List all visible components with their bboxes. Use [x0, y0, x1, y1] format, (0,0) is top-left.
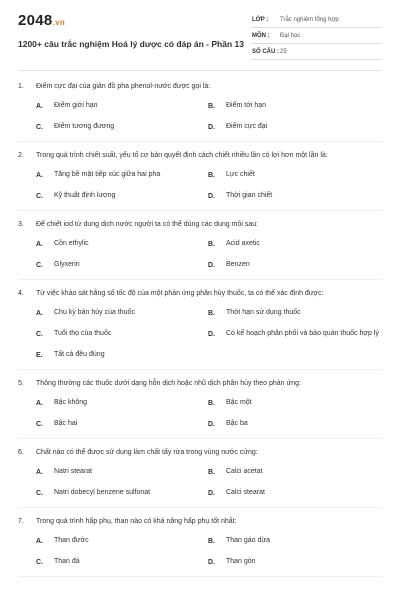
question-item: [18, 516, 382, 577]
answer-option[interactable]: [208, 487, 380, 499]
answer-option[interactable]: [36, 556, 208, 568]
option-letter: C.: [36, 123, 43, 131]
option-letter: D.: [208, 489, 215, 497]
answer-option[interactable]: [208, 259, 380, 271]
answer-option[interactable]: [208, 238, 380, 250]
question-text: Trong quá trình hấp phụ, than nào có khả năng hấp phụ tốt nhất:: [36, 518, 237, 525]
question-text: Từ việc khảo sát hằng số tốc độ của một phản ứng phân hủy thuốc, ta có thể xác định được:: [36, 290, 324, 297]
option-letter: A.: [36, 240, 43, 248]
question-item: [18, 288, 382, 370]
answer-option[interactable]: [208, 556, 380, 568]
option-text: Thời gian chiết: [226, 192, 273, 199]
answer-option[interactable]: [208, 100, 380, 112]
option-text: Calci acetat: [226, 468, 263, 475]
option-text: Bậc ba: [226, 420, 248, 427]
option-letter: D.: [208, 123, 215, 131]
site-logo[interactable]: [18, 12, 244, 29]
question-text: Trong quá trình chiết suất, yếu tố cơ bản quyết định cách chiết nhiều lần có lợi hơn một lần là:: [36, 152, 328, 159]
option-letter: C.: [36, 420, 43, 428]
option-text: Glyxerin: [54, 261, 80, 268]
option-text: Tất cả đều đúng: [54, 351, 105, 358]
option-text: Tăng bề mặt tiếp xúc giữa hai pha: [54, 171, 161, 178]
question-head: [18, 516, 382, 527]
question-separator: [18, 210, 382, 211]
meta-value: Trắc nghiệm tổng hợp: [280, 16, 339, 23]
answer-option[interactable]: [208, 535, 380, 547]
header: [0, 0, 400, 68]
meta-table: [252, 12, 382, 60]
meta-label: LỚP :: [252, 16, 269, 23]
meta-label: MÔN :: [252, 32, 270, 39]
question-item: [18, 219, 382, 280]
question-number: 2.: [18, 152, 24, 159]
option-letter: B.: [208, 102, 215, 110]
question-head: [18, 81, 382, 92]
option-letter: B.: [208, 240, 215, 248]
question-number: 3.: [18, 221, 24, 228]
question-number: 6.: [18, 449, 24, 456]
answer-option[interactable]: [36, 307, 208, 319]
answer-option[interactable]: [208, 328, 380, 340]
logo-suffix: .vn: [52, 18, 66, 27]
question-head: [18, 288, 382, 299]
answer-option[interactable]: [36, 397, 208, 409]
question-separator: [18, 438, 382, 439]
question-text: Chất nào có thể được sử dụng làm chất tẩy rửa trong vùng nước cứng:: [36, 449, 258, 456]
option-text: Tuổi thọ của thuốc: [54, 330, 112, 337]
option-letter: B.: [208, 537, 215, 545]
question-head: [18, 219, 382, 230]
logo-main: 2048: [18, 12, 53, 29]
option-text: Bậc không: [54, 399, 88, 406]
option-letter: B.: [208, 171, 215, 179]
brand-block: [18, 12, 244, 60]
answer-options: [18, 169, 382, 202]
option-letter: C.: [36, 261, 43, 269]
answer-option[interactable]: [36, 100, 208, 112]
option-text: Chu kỳ bán hủy của thuốc: [54, 309, 135, 316]
option-text: Than gòn: [226, 558, 256, 565]
option-letter: A.: [36, 102, 43, 110]
answer-option[interactable]: [36, 535, 208, 547]
answer-option[interactable]: [36, 121, 208, 133]
option-text: Than gáo dừa: [226, 537, 270, 544]
answer-option[interactable]: [36, 349, 208, 361]
meta-row-count: [252, 44, 382, 60]
option-text: Điểm cực đại: [226, 123, 268, 130]
meta-row-class: [252, 12, 382, 28]
answer-option[interactable]: [36, 169, 208, 181]
answer-option[interactable]: [208, 121, 380, 133]
answer-options: [18, 535, 382, 568]
option-text: Cồn ethylic: [54, 240, 89, 247]
option-letter: D.: [208, 558, 215, 566]
answer-option[interactable]: [36, 259, 208, 271]
meta-value: Đại học: [280, 32, 301, 39]
option-letter: D.: [208, 420, 215, 428]
document-title: 1200+ câu trắc nghiệm Hoá lý dược có đáp án - Phần 13: [18, 39, 244, 49]
option-text: Lực chiết: [226, 171, 255, 178]
question-number: 4.: [18, 290, 24, 297]
answer-options: [18, 397, 382, 430]
option-letter: D.: [208, 192, 215, 200]
question-number: 5.: [18, 380, 24, 387]
option-letter: D.: [208, 261, 215, 269]
option-text: Natri dobecyl benzene sulfonat: [54, 489, 151, 496]
answer-option[interactable]: [208, 466, 380, 478]
option-text: Thời hạn sử dụng thuốc: [226, 309, 301, 316]
option-text: Than đá: [54, 558, 80, 565]
option-text: Có kế hoạch phân phối và bảo quản thuốc hợp lý: [226, 330, 379, 337]
option-letter: D.: [208, 330, 215, 338]
answer-option[interactable]: [208, 190, 380, 202]
question-separator: [18, 576, 382, 577]
answer-options: [18, 307, 382, 361]
question-text: Điểm cực đại của giản đồ pha phenol-nước được gọi là:: [36, 83, 211, 90]
answer-option[interactable]: [208, 307, 380, 319]
option-letter: B.: [208, 468, 215, 476]
answer-options: [18, 238, 382, 271]
question-item: [18, 150, 382, 211]
meta-label: SỐ CÂU :: [252, 48, 279, 55]
option-text: Điểm giới hạn: [54, 102, 98, 109]
answer-option[interactable]: [208, 397, 380, 409]
option-text: Bậc một: [226, 399, 252, 406]
meta-row-subject: [252, 28, 382, 44]
option-letter: A.: [36, 468, 43, 476]
question-separator: [18, 369, 382, 370]
option-text: Điểm tương đương: [54, 123, 115, 130]
option-text: Điểm tới hạn: [226, 102, 266, 109]
question-text: Để chiết iod từ dung dịch nước người ta có thể dùng các dung môi sau:: [36, 221, 259, 228]
question-separator: [18, 507, 382, 508]
option-text: Acid axetic: [226, 240, 260, 247]
option-text: Calci stearat: [226, 489, 265, 496]
meta-value: 25: [280, 48, 287, 55]
question-head: [18, 378, 382, 389]
question-separator: [18, 279, 382, 280]
question-number: 7.: [18, 518, 24, 525]
question-item: [18, 378, 382, 439]
answer-option[interactable]: [36, 487, 208, 499]
option-letter: E.: [36, 351, 43, 359]
option-letter: C.: [36, 558, 43, 566]
answer-option[interactable]: [208, 418, 380, 430]
question-separator: [18, 141, 382, 142]
question-head: [18, 447, 382, 458]
question-number: 1.: [18, 83, 24, 90]
option-text: Benzen: [226, 261, 250, 268]
question-item: [18, 447, 382, 508]
option-letter: B.: [208, 399, 215, 407]
answer-option[interactable]: [36, 328, 208, 340]
option-text: Kỹ thuật định lượng: [54, 192, 116, 199]
answer-option[interactable]: [208, 169, 380, 181]
option-text: Bậc hai: [54, 420, 78, 427]
option-letter: A.: [36, 399, 43, 407]
answer-option[interactable]: [36, 190, 208, 202]
answer-options: [18, 466, 382, 499]
option-letter: C.: [36, 489, 43, 497]
answer-option[interactable]: [36, 238, 208, 250]
option-letter: C.: [36, 330, 43, 338]
option-text: Than đước: [54, 537, 89, 544]
option-letter: B.: [208, 309, 215, 317]
option-text: Natri stearat: [54, 468, 93, 475]
question-item: [18, 81, 382, 142]
option-letter: A.: [36, 309, 43, 317]
answer-option[interactable]: [36, 466, 208, 478]
answer-option[interactable]: [36, 418, 208, 430]
question-list: [0, 71, 400, 577]
answer-options: [18, 100, 382, 133]
option-letter: A.: [36, 537, 43, 545]
question-head: [18, 150, 382, 161]
question-text: Thông thường các thuốc dưới dạng hỗn dịch hoặc nhũ dịch phân hủy theo phản ứng:: [36, 380, 301, 387]
option-letter: C.: [36, 192, 43, 200]
option-letter: A.: [36, 171, 43, 179]
